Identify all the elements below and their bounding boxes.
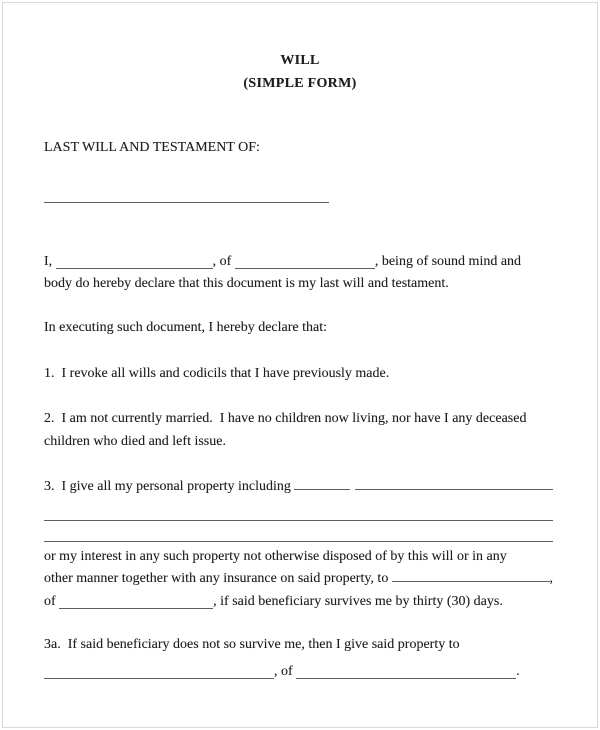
item-3-line-5-end: , xyxy=(549,571,553,586)
item-3-line-5-text: other manner together with any insurance on said property, to xyxy=(44,571,392,586)
beneficiary-residence-blank xyxy=(59,600,213,609)
declaration-line: In executing such document, I hereby declare that: xyxy=(44,320,327,335)
testator-name-blank xyxy=(56,260,213,269)
item-3a-line-1: 3a. If said beneficiary does not so survive me, then I give said property to xyxy=(44,637,460,652)
item-3-line-1 xyxy=(44,476,553,498)
item-3-line-6-pre: of xyxy=(44,594,60,609)
item-3a-line-2-mid: , of xyxy=(274,664,297,679)
testator-residence-blank xyxy=(235,260,375,269)
page-subtitle: (SIMPLE FORM) xyxy=(243,76,357,91)
property-description-blank-line-2 xyxy=(44,533,553,542)
item-3-line-4: or my interest in any such property not otherwise disposed of by this will or in any xyxy=(44,549,507,564)
item-2-line-1: 2. I am not currently married. I have no children now living, nor have I any deceased xyxy=(44,411,527,426)
alternate-beneficiary-name-blank xyxy=(44,670,274,679)
property-description-blank-line-1 xyxy=(44,512,553,521)
page-title: WILL xyxy=(280,53,320,68)
intro-line-2: body do hereby declare that this document is my last will and testament. xyxy=(44,276,449,291)
testator-name-blank-line xyxy=(44,194,329,203)
item-3-line-1-text: 3. I give all my personal property including xyxy=(44,479,295,494)
item-2-line-2: children who died and left issue. xyxy=(44,434,226,449)
item-3-line-6-post: , if said beneficiary survives me by thirty (30) days. xyxy=(213,594,503,609)
item-3-line-5 xyxy=(44,568,553,590)
document-heading: LAST WILL AND TESTAMENT OF: xyxy=(44,140,260,155)
item-1-line: 1. I revoke all wills and codicils that I have previously made. xyxy=(44,366,390,381)
property-description-blank-2 xyxy=(355,481,553,490)
item-3a-line-2 xyxy=(44,661,553,683)
item-3-line-6 xyxy=(44,591,553,613)
intro-line-1 xyxy=(44,251,553,273)
item-3a-line-2-end: . xyxy=(516,664,520,679)
intro-line-1-pre: I, xyxy=(44,254,56,269)
property-description-blank-1 xyxy=(294,481,350,490)
alternate-beneficiary-residence-blank xyxy=(296,670,516,679)
intro-line-1-mid: , of xyxy=(212,254,235,269)
beneficiary-name-blank xyxy=(392,573,550,582)
intro-line-1-post: , being of sound mind and xyxy=(374,254,522,269)
